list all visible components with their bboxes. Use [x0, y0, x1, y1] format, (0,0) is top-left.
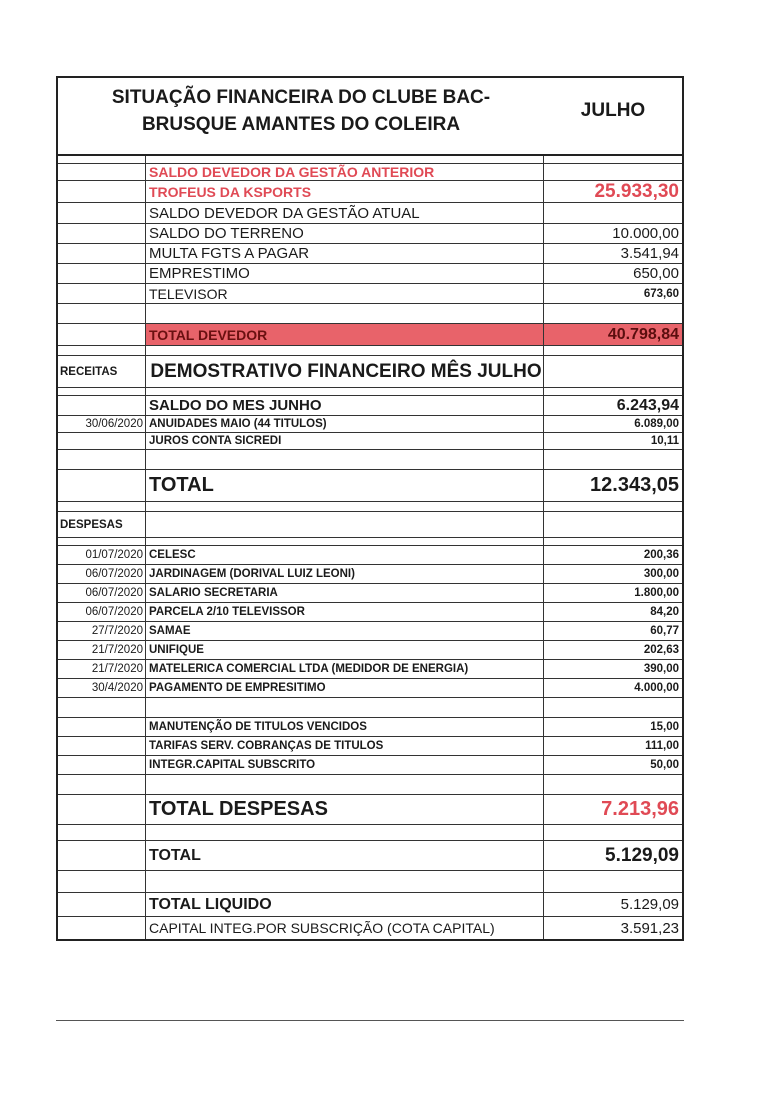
despesas-label: DESPESAS [58, 512, 146, 537]
despesa-value: 1.800,00 [634, 587, 679, 599]
net-total-value: 5.129,09 [620, 896, 679, 913]
net-total-row [58, 893, 682, 917]
despesa-date: 01/07/2020 [58, 546, 146, 564]
despesa-item-row [58, 603, 682, 622]
despesa-date: 30/4/2020 [58, 679, 146, 697]
despesa-date: 21/7/2020 [58, 641, 146, 659]
despesa-date: 21/7/2020 [58, 660, 146, 678]
debt-item-row [58, 284, 682, 304]
despesa-item-row [58, 679, 682, 698]
debt-item-row [58, 224, 682, 244]
debt-item-label: SALDO DO TERRENO [146, 224, 544, 243]
month-label: JULHO [580, 100, 646, 121]
spacer-row [58, 538, 682, 546]
receitas-heading-row [58, 356, 682, 388]
despesa-date: 06/07/2020 [58, 565, 146, 583]
footer-divider [56, 1020, 684, 1021]
fee-value: 15,00 [650, 721, 679, 733]
despesas-total-row [58, 795, 682, 825]
spacer-row [58, 346, 682, 356]
capital-value: 3.591,23 [620, 919, 679, 937]
june-balance-label: SALDO DO MES JUNHO [146, 396, 544, 415]
despesa-item-row [58, 565, 682, 584]
despesa-label: SAMAE [146, 622, 544, 640]
despesa-item-row [58, 660, 682, 679]
debt-item-row [58, 264, 682, 284]
despesa-label: PAGAMENTO DE EMPRESITIMO [146, 679, 544, 697]
june-balance-value: 6.243,94 [616, 396, 679, 414]
despesa-value: 202,63 [643, 644, 679, 656]
debt-item-label: MULTA FGTS A PAGAR [146, 244, 544, 263]
despesas-heading-row [58, 512, 682, 538]
trophies-label: TROFEUS DA KSPORTS [146, 181, 544, 202]
despesa-item-row [58, 546, 682, 565]
spacer-row [58, 304, 682, 324]
spacer-row [58, 388, 682, 396]
statement-title [58, 78, 544, 154]
receitas-total-label: TOTAL [146, 470, 544, 501]
fee-item-row [58, 737, 682, 756]
fee-item-row [58, 718, 682, 737]
receita-value: 10,11 [650, 435, 679, 447]
despesa-item-row [58, 622, 682, 641]
debt-item-value: 10.000,00 [612, 225, 679, 242]
despesa-value: 200,36 [643, 549, 679, 561]
despesa-label: UNIFIQUE [146, 641, 544, 659]
spacer-row [58, 502, 682, 512]
fee-label: MANUTENÇÃO DE TITULOS VENCIDOS [146, 718, 544, 736]
prior-debt-row [58, 164, 682, 181]
receita-value: 6.089,00 [634, 418, 679, 430]
debt-item-label: EMPRESTIMO [146, 264, 544, 283]
debt-item-value: 650,00 [633, 265, 679, 282]
fee-value: 111,00 [645, 740, 679, 752]
receitas-label: RECEITAS [58, 356, 146, 387]
despesa-value: 60,77 [650, 625, 679, 637]
receita-label: JUROS CONTA SICREDI [146, 433, 544, 449]
despesa-date: 06/07/2020 [58, 584, 146, 602]
spacer-row [58, 775, 682, 795]
receitas-heading: DEMOSTRATIVO FINANCEIRO MÊS JULHO [146, 356, 544, 387]
receitas-total-row [58, 470, 682, 502]
capital-row [58, 917, 682, 939]
despesa-value: 390,00 [643, 663, 679, 675]
spacer-row [58, 156, 682, 164]
despesa-value: 84,20 [650, 606, 679, 618]
total-debt-value: 40.798,84 [544, 324, 682, 345]
despesa-date: 27/7/2020 [58, 622, 146, 640]
despesa-label: PARCELA 2/10 TELEVISSOR [146, 603, 544, 621]
spacer-row [58, 825, 682, 841]
receita-date: 30/06/2020 [58, 416, 146, 432]
despesas-total-value: 7.213,96 [601, 798, 679, 820]
despesa-label: JARDINAGEM (DORIVAL LUIZ LEONI) [146, 565, 544, 583]
fee-item-row [58, 756, 682, 775]
summary-total-row [58, 841, 682, 871]
current-debt-row [58, 203, 682, 224]
debt-item-label: TELEVISOR [146, 284, 544, 303]
fee-value: 50,00 [650, 759, 679, 771]
trophies-value: 25.933,30 [594, 180, 679, 202]
despesa-label: MATELERICA COMERCIAL LTDA (MEDIDOR DE ENERGIA) [146, 660, 544, 678]
despesa-item-row [58, 584, 682, 603]
title-line-1: SITUAÇÃO FINANCEIRA DO CLUBE BAC- [111, 87, 491, 108]
net-total-label: TOTAL LIQUIDO [146, 893, 544, 916]
current-debt-label: SALDO DEVEDOR DA GESTÃO ATUAL [146, 203, 544, 223]
table-header [58, 78, 682, 156]
despesa-item-row [58, 641, 682, 660]
debt-item-value: 673,60 [643, 287, 679, 300]
total-debt-row [58, 324, 682, 346]
capital-label: CAPITAL INTEG.POR SUBSCRIÇÃO (COTA CAPITAL) [146, 917, 544, 939]
receita-item-row [58, 416, 682, 433]
spacer-row [58, 450, 682, 470]
despesa-date: 06/07/2020 [58, 603, 146, 621]
summary-total-label: TOTAL [146, 841, 544, 870]
despesa-label: CELESC [146, 546, 544, 564]
trophies-row [58, 181, 682, 203]
spacer-row [58, 698, 682, 718]
financial-statement-table [56, 76, 684, 941]
total-debt-label: TOTAL DEVEDOR [146, 324, 544, 345]
receitas-total-value: 12.343,05 [590, 474, 679, 496]
prior-debt-label: SALDO DEVEDOR DA GESTÃO ANTERIOR [146, 164, 544, 180]
debt-item-value: 3.541,94 [620, 245, 679, 262]
june-balance-row [58, 396, 682, 416]
title-line-2: BRUSQUE AMANTES DO COLEIRA [141, 114, 461, 135]
receita-label: ANUIDADES MAIO (44 TITULOS) [146, 416, 544, 432]
receita-date [58, 433, 146, 449]
debt-item-row [58, 244, 682, 264]
despesa-value: 4.000,00 [634, 682, 679, 694]
receita-item-row [58, 433, 682, 450]
despesa-value: 300,00 [643, 568, 679, 580]
summary-total-value: 5.129,09 [605, 844, 679, 866]
spacer-row [58, 871, 682, 893]
despesa-label: SALARIO SECRETARIA [146, 584, 544, 602]
fee-label: INTEGR.CAPITAL SUBSCRITO [146, 756, 544, 774]
fee-label: TARIFAS SERV. COBRANÇAS DE TITULOS [146, 737, 544, 755]
despesas-total-label: TOTAL DESPESAS [146, 795, 544, 824]
